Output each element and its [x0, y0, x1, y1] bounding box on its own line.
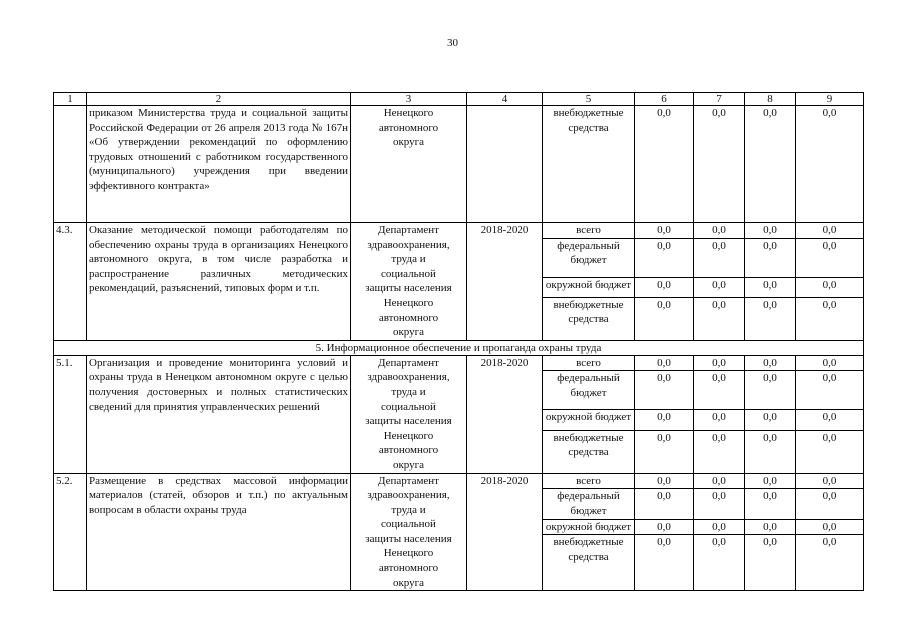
row-number: [54, 106, 87, 223]
table-row: [54, 355, 864, 371]
value-cell: 0,0: [694, 489, 745, 519]
value-cell: 0,0: [635, 297, 694, 340]
funding-source: федеральный бюджет: [543, 489, 635, 519]
header-row: [54, 93, 864, 106]
value-cell: 0,0: [635, 355, 694, 371]
value-cell: 0,0: [694, 355, 745, 371]
funding-source: окружной бюджет: [543, 410, 635, 430]
col-header: 1: [54, 93, 87, 106]
col-header: 2: [87, 93, 351, 106]
value-cell: 0,0: [694, 473, 745, 489]
value-cell: 0,0: [694, 238, 745, 277]
value-cell: 0,0: [796, 489, 864, 519]
value-cell: 0,0: [745, 106, 796, 223]
col-header: 5: [543, 93, 635, 106]
value-cell: 0,0: [796, 371, 864, 410]
value-cell: 0,0: [745, 355, 796, 371]
value-cell: 0,0: [635, 277, 694, 297]
value-cell: 0,0: [796, 355, 864, 371]
col-header: 3: [351, 93, 467, 106]
measure-description: Оказание методической помощи работодателям по обеспечению охраны труда в организациях Ненецкого автономного округа, в том числе разработка и распространение различных методических рекомендаций, разъяснений, типовых форм и т.п.: [87, 223, 351, 341]
executor: Департамент здравоохранения, труда и социальной защиты населения Ненецкого автономного округа: [351, 355, 467, 473]
measure-description: приказом Министерства труда и социальной защиты Российской Федерации от 26 апреля 2013 года № 167н «Об утверждении рекомендаций по оформлению трудовых отношений с работником государственного (муниципального) учреждения при введении эффективного контракта»: [87, 106, 351, 223]
value-cell: 0,0: [635, 223, 694, 239]
funding-source: окружной бюджет: [543, 519, 635, 535]
funding-source: федеральный бюджет: [543, 238, 635, 277]
col-header: 7: [694, 93, 745, 106]
value-cell: 0,0: [745, 277, 796, 297]
value-cell: 0,0: [745, 223, 796, 239]
funding-source: окружной бюджет: [543, 277, 635, 297]
funding-source: всего: [543, 355, 635, 371]
value-cell: 0,0: [796, 519, 864, 535]
table-row: [54, 106, 864, 223]
page-number: 30: [447, 37, 458, 49]
executor: Департамент здравоохранения, труда и социальной защиты населения Ненецкого автономного округа: [351, 223, 467, 341]
value-cell: 0,0: [635, 430, 694, 473]
col-header: 6: [635, 93, 694, 106]
value-cell: 0,0: [694, 297, 745, 340]
value-cell: 0,0: [796, 238, 864, 277]
section-heading: 5. Информационное обеспечение и пропаганда охраны труда: [54, 340, 864, 355]
funding-source: всего: [543, 473, 635, 489]
value-cell: 0,0: [635, 371, 694, 410]
value-cell: 0,0: [694, 535, 745, 591]
funding-source: всего: [543, 223, 635, 239]
value-cell: 0,0: [635, 473, 694, 489]
value-cell: 0,0: [635, 106, 694, 223]
value-cell: 0,0: [694, 223, 745, 239]
value-cell: 0,0: [745, 535, 796, 591]
value-cell: 0,0: [635, 535, 694, 591]
period: 2018-2020: [467, 473, 543, 591]
row-number: 5.2.: [54, 473, 87, 591]
value-cell: 0,0: [745, 410, 796, 430]
value-cell: 0,0: [694, 277, 745, 297]
value-cell: 0,0: [796, 277, 864, 297]
value-cell: 0,0: [796, 535, 864, 591]
period: 2018-2020: [467, 355, 543, 473]
measure-description: Размещение в средствах массовой информации материалов (статей, обзоров и т.п.) по актуальным вопросам в области охраны труда: [87, 473, 351, 591]
measure-description: Организация и проведение мониторинга условий и охраны труда в Ненецком автономном округе с целью получения достоверных и полных статистических сведений для принятия управленческих решений: [87, 355, 351, 473]
col-header: 8: [745, 93, 796, 106]
executor: Департамент здравоохранения, труда и социальной защиты населения Ненецкого автономного округа: [351, 473, 467, 591]
program-table: [53, 92, 864, 591]
value-cell: 0,0: [745, 519, 796, 535]
value-cell: 0,0: [694, 410, 745, 430]
period: 2018-2020: [467, 223, 543, 341]
funding-source: внебюджетные средства: [543, 430, 635, 473]
value-cell: 0,0: [796, 106, 864, 223]
value-cell: 0,0: [745, 489, 796, 519]
value-cell: 0,0: [694, 106, 745, 223]
value-cell: 0,0: [745, 238, 796, 277]
value-cell: 0,0: [694, 430, 745, 473]
value-cell: 0,0: [796, 473, 864, 489]
value-cell: 0,0: [796, 223, 864, 239]
value-cell: 0,0: [745, 430, 796, 473]
funding-source: федеральный бюджет: [543, 371, 635, 410]
funding-source: внебюджетные средства: [543, 535, 635, 591]
value-cell: 0,0: [796, 297, 864, 340]
row-number: 4.3.: [54, 223, 87, 341]
value-cell: 0,0: [694, 519, 745, 535]
section-row: [54, 340, 864, 355]
value-cell: 0,0: [796, 410, 864, 430]
value-cell: 0,0: [635, 519, 694, 535]
funding-source: внебюджетные средства: [543, 297, 635, 340]
col-header: 4: [467, 93, 543, 106]
col-header: 9: [796, 93, 864, 106]
funding-source: внебюджетные средства: [543, 106, 635, 223]
period: [467, 106, 543, 223]
value-cell: 0,0: [635, 489, 694, 519]
row-number: 5.1.: [54, 355, 87, 473]
value-cell: 0,0: [745, 371, 796, 410]
value-cell: 0,0: [745, 297, 796, 340]
table-row: [54, 223, 864, 239]
value-cell: 0,0: [635, 238, 694, 277]
executor: Ненецкого автономного округа: [351, 106, 467, 223]
value-cell: 0,0: [694, 371, 745, 410]
value-cell: 0,0: [745, 473, 796, 489]
value-cell: 0,0: [635, 410, 694, 430]
table-row: [54, 473, 864, 489]
value-cell: 0,0: [796, 430, 864, 473]
